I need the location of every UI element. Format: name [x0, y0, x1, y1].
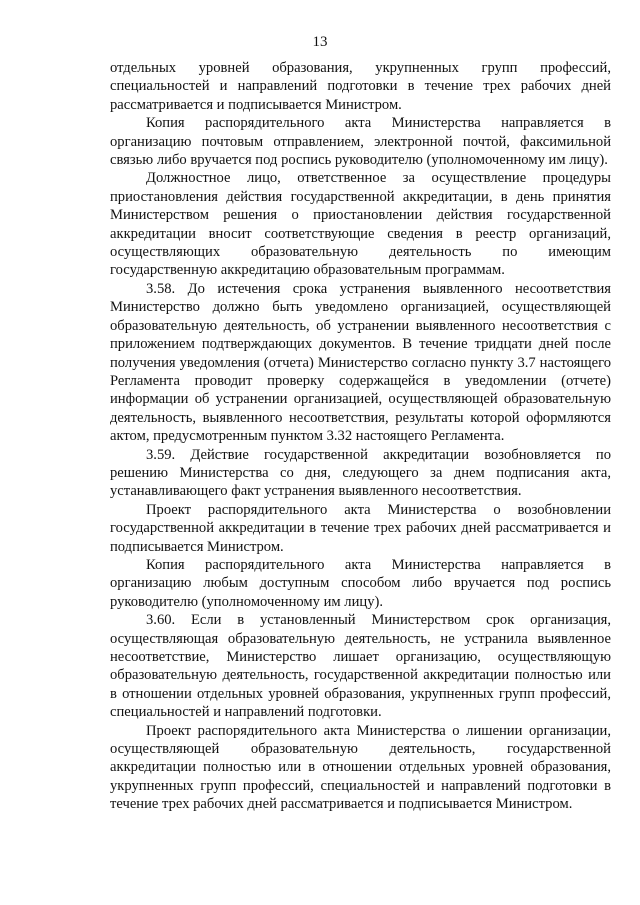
paragraph-copy-delivery: Копия распорядительного акта Министерства направляется в организацию почтовым отправлением, электронной почтой, факсимильной связью либо вручается под роспись руководителю (уполномоченному им лицу).: [110, 115, 611, 169]
document-body: [110, 59, 611, 814]
paragraph-3-60: 3.60. Если в установленный Министерством срок организация, осуществляющая образовательную деятельность, не устранила выявленное несоответствие, Министерство лишает организацию, осуществляющую образовательную деятельность, государственной аккредитации полностью или в отношении отдельных уровней образования, укрупненных групп профессий, специальностей и направлений подготовки.: [110, 612, 611, 721]
paragraph-responsible-official: Должностное лицо, ответственное за осуществление процедуры приостановления действия государственной аккредитации, в день принятия Министерством решения о приостановлении действия государственной аккредитации вносит соответствующие сведения в реестр организаций, осуществляющих образовательную деятельность по имеющим государственную аккредитацию образовательным программам.: [110, 170, 611, 279]
paragraph-deprivation-draft: Проект распорядительного акта Министерства о лишении организации, осуществляющей образовательную деятельность, государственной аккредитации полностью или в отношении отдельных уровней образования, укрупненных групп профессий, специальностей и направлений подготовки в течение трех рабочих дней рассматривается и подписывается Министром.: [110, 722, 611, 813]
page-number: 13: [312, 34, 328, 50]
paragraph-3-59: 3.59. Действие государственной аккредитации возобновляется по решению Министерства со дня, следующего за днем подписания акта, устанавливающего факт устранения выявленного несоответствия.: [110, 446, 611, 500]
paragraph-3-58: 3.58. До истечения срока устранения выявленного несоответствия Министерство должно быть уведомлено организацией, осуществляющей образовательную деятельность, об устранении выявленного несоответствия с приложением подтверждающих документов. В течение тридцати дней после получения уведомления (отчета) Министерство согласно пункту 3.7 настоящего Регламента проводит проверку содержащейся в уведомлении (отчете) информации об устранении организацией, осуществляющей образовательную деятельность, выявленного несоответствия, результаты которой оформляются актом, предусмотренным пунктом 3.32 настоящего Регламента.: [110, 280, 611, 445]
paragraph-continuation: отдельных уровней образования, укрупненных групп профессий, специальностей и направлений подготовки в течение трех рабочих дней рассматривается и подписывается Министром.: [110, 60, 611, 113]
paragraph-renewal-draft: Проект распорядительного акта Министерства о возобновлении государственной аккредитации в течение трех рабочих дней рассматривается и подписывается Министром.: [110, 501, 611, 555]
paragraph-renewal-copy: Копия распорядительного акта Министерства направляется в организацию любым доступным способом либо вручается под роспись руководителю (уполномоченному им лицу).: [110, 556, 611, 610]
